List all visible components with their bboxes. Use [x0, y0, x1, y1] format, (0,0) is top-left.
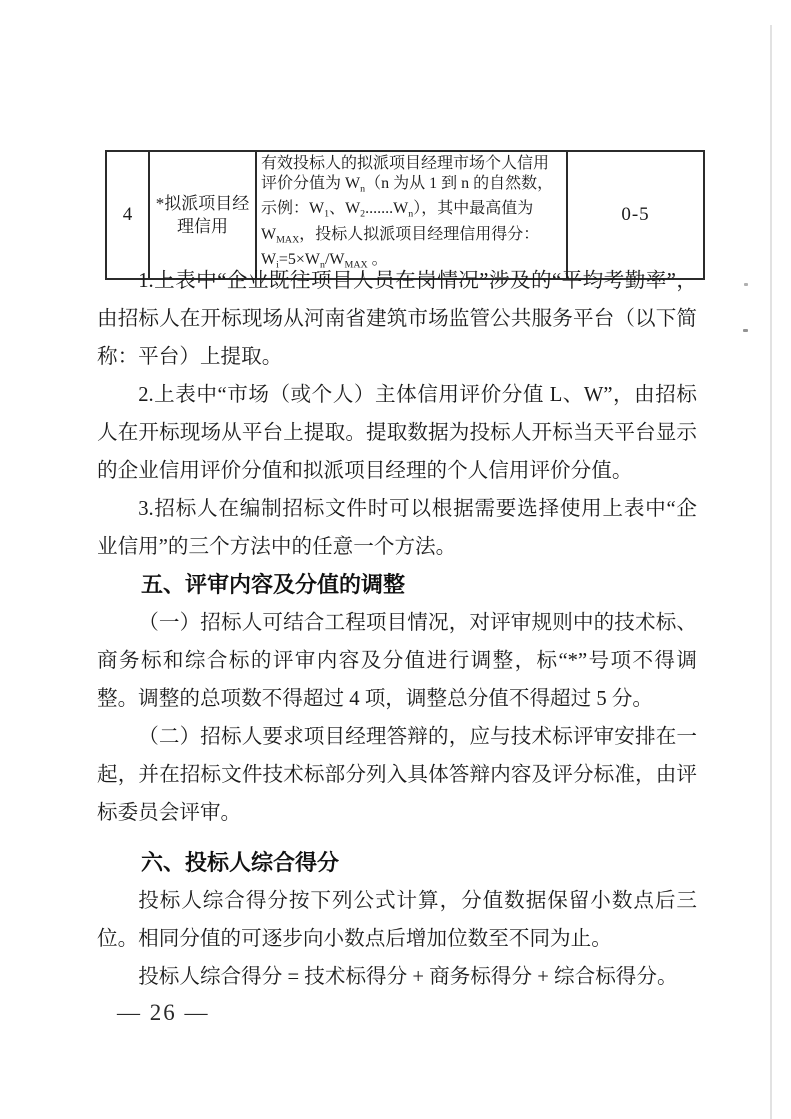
- section-5-heading: 五、评审内容及分值的调整: [141, 572, 406, 597]
- scan-speck-artifact: [744, 283, 748, 286]
- subscript-n: n: [320, 259, 325, 271]
- score-range-cell: 0-5: [567, 151, 704, 279]
- section-5-para-1: （一）招标人可结合工程项目情况，对评审规则中的技术标、商务标和综合标的评审内容及分值进行调整，标“*”号项不得调整。调整的总项数不得超过 4 项，调整总分值不得超过 5 分。: [97, 612, 697, 710]
- section-6-heading: 六、投标人综合得分: [141, 850, 340, 875]
- formula-segment: =5×W: [278, 251, 321, 269]
- formula-segment: /W: [324, 251, 345, 269]
- subscript-max: MAX: [344, 259, 368, 271]
- desc-segment: 有效投标人的拟派项目经理市场个人信用评价分值为 W: [261, 155, 550, 192]
- subscript-i: i: [276, 259, 279, 271]
- desc-segment: ，投标人拟派项目经理信用得分：: [299, 225, 540, 243]
- item-description-cell: [256, 151, 567, 279]
- note-1: 1.上表中“企业既往项目人员在岗情况”涉及的“平均考勤率”，由招标人在开标现场从河南省建筑市场监管公共服务平台（以下简称：平台）上提取。: [97, 270, 697, 368]
- desc-segment: .......W: [365, 200, 409, 218]
- page-number: — 26 —: [117, 1000, 210, 1025]
- scan-edge-artifact: [770, 25, 772, 1119]
- section-5-para-2: （二）招标人要求项目经理答辩的，应与技术标评审安排在一起，并在招标文件技术标部分列入具体答辩内容及评分标准，由评标委员会评审。: [97, 726, 697, 824]
- score-table: [105, 150, 705, 280]
- formula-segment: W: [261, 251, 277, 269]
- formula-segment: 。: [367, 251, 388, 269]
- note-2: 2.上表中“市场（或个人）主体信用评价分值 L、W”，由招标人在开标现场从平台上提取。提取数据为投标人开标当天平台显示的企业信用评价分值和拟派项目经理的个人信用评价分值。: [97, 384, 697, 482]
- section-6-para-1: 投标人综合得分按下列公式计算，分值数据保留小数点后三位。相同分值的可逐步向小数点后增加位数至不同为止。: [97, 890, 697, 950]
- note-3: 3.招标人在编制招标文件时可以根据需要选择使用上表中“企业信用”的三个方法中的任意一个方法。: [97, 498, 697, 558]
- subscript-max: MAX: [276, 234, 300, 246]
- desc-segment: （n 为从 1 到 n 的自然数，示例：W: [261, 175, 554, 218]
- subscript-2: 2: [360, 208, 366, 220]
- desc-segment: ），其中最高值为 W: [261, 200, 534, 243]
- row-number-cell: 4: [106, 151, 149, 279]
- subscript-1: 1: [324, 208, 330, 220]
- composite-score-formula-line: 投标人综合得分 = 技术标得分 + 商务标得分 + 综合标得分。: [138, 966, 678, 988]
- desc-segment: 、W: [329, 200, 361, 218]
- table-row: [106, 151, 704, 279]
- subscript-n: n: [360, 183, 366, 195]
- scan-speck-artifact: [743, 329, 748, 332]
- subscript-n: n: [408, 208, 414, 220]
- item-name-cell: *拟派项目经理信用: [149, 151, 256, 279]
